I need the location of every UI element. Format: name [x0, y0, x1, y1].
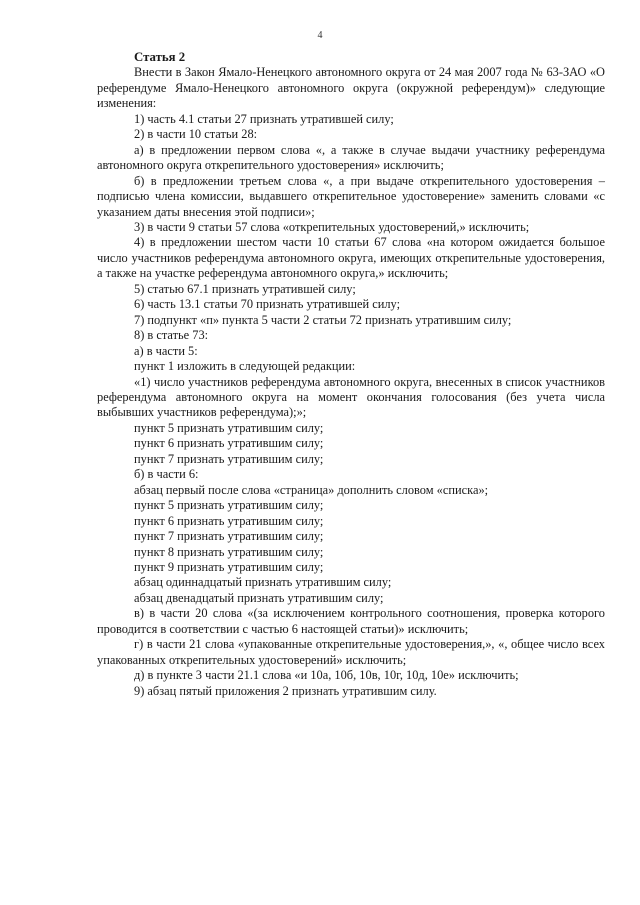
- paragraph-item-8: 8) в статье 73:: [134, 328, 209, 343]
- paragraph-item-8a: а) в части 5:: [134, 343, 198, 358]
- paragraph-item-4: 4) в предложении шестом части 10 статьи 67 слова «на котором ожидается большое число участников референдума автономного округа, имеющих открепительные удостоверения, а также на участке референдума автономного округа,» исключить;: [97, 235, 605, 281]
- paragraph-8a-point-6: пункт 6 признать утратившим силу;: [134, 436, 324, 451]
- paragraph-8a-point-1-intro: пункт 1 изложить в следующей редакции:: [134, 359, 356, 374]
- paragraph-item-8d: д) в пункте 3 части 21.1 слова «и 10а, 10б, 10в, 10г, 10д, 10е» исключить;: [134, 668, 519, 683]
- paragraph-8a-point-1-text: «1) число участников референдума автономного округа, внесенных в список участников референдума автономного округа на момент окончания голосования (без учета числа выбывших участников референдума);»;: [97, 374, 605, 420]
- paragraph-item-6: 6) часть 13.1 статьи 70 признать утратившей силу;: [134, 297, 401, 312]
- paragraph-item-8g: г) в части 21 слова «упакованные открепительные удостоверения,», «, общее число всех упакованных открепительных удостоверений» исключить;: [97, 637, 605, 667]
- paragraph-8b-abzac-12: абзац двенадцатый признать утратившим силу;: [134, 590, 384, 605]
- paragraph-item-2b: б) в предложении третьем слова «, а при выдаче открепительного удостоверения – подписью члена комиссии, выдавшего открепительное удостоверение» заменить словами «с указанием даты внесения этой подписи»;: [97, 173, 605, 219]
- document-body: [97, 50, 605, 699]
- paragraph-8b-point-6: пункт 6 признать утратившим силу;: [134, 513, 324, 528]
- paragraph-intro: Внести в Закон Ямало-Ненецкого автономного округа от 24 мая 2007 года № 63-ЗАО «О референдуме Ямало-Ненецкого автономного округа (окружной референдум)» следующие изменения:: [97, 65, 605, 111]
- paragraph-item-1: 1) часть 4.1 статьи 27 признать утратившей силу;: [134, 111, 394, 126]
- paragraph-item-2: 2) в части 10 статьи 28:: [134, 127, 258, 142]
- paragraph-8a-point-7: пункт 7 признать утратившим силу;: [134, 451, 324, 466]
- paragraph-8b-point-5: пункт 5 признать утратившим силу;: [134, 498, 324, 513]
- paragraph-item-8b: б) в части 6:: [134, 467, 199, 482]
- paragraph-8a-point-5: пункт 5 признать утратившим силу;: [134, 420, 324, 435]
- paragraph-8b-point-7: пункт 7 признать утратившим силу;: [134, 529, 324, 544]
- paragraph-8b-abzac-11: абзац одиннадцатый признать утратившим силу;: [134, 575, 392, 590]
- paragraph-item-8v: в) в части 20 слова «(за исключением контрольного соотношения, проверка которого проводится в соответствии с частью 6 настоящей статьи)» исключить;: [97, 606, 605, 636]
- paragraph-item-9: 9) абзац пятый приложения 2 признать утратившим силу.: [134, 683, 437, 698]
- article-title: Статья 2: [134, 50, 186, 64]
- paragraph-item-3: 3) в части 9 статьи 57 слова «открепительных удостоверений,» исключить;: [134, 219, 530, 234]
- paragraph-item-5: 5) статью 67.1 признать утратившей силу;: [134, 281, 356, 296]
- paragraph-item-2a: а) в предложении первом слова «, а также в случае выдачи участнику референдума автономного округа открепительного удостоверения» исключить;: [97, 142, 605, 173]
- paragraph-item-7: 7) подпункт «п» пункта 5 части 2 статьи 72 признать утратившим силу;: [134, 312, 512, 327]
- page-number: 4: [317, 30, 323, 41]
- paragraph-8b-first-abzac: абзац первый после слова «страница» дополнить словом «списка»;: [134, 482, 489, 497]
- paragraph-8b-point-8: пункт 8 признать утратившим силу;: [134, 544, 324, 559]
- paragraph-8b-point-9: пункт 9 признать утратившим силу;: [134, 559, 324, 574]
